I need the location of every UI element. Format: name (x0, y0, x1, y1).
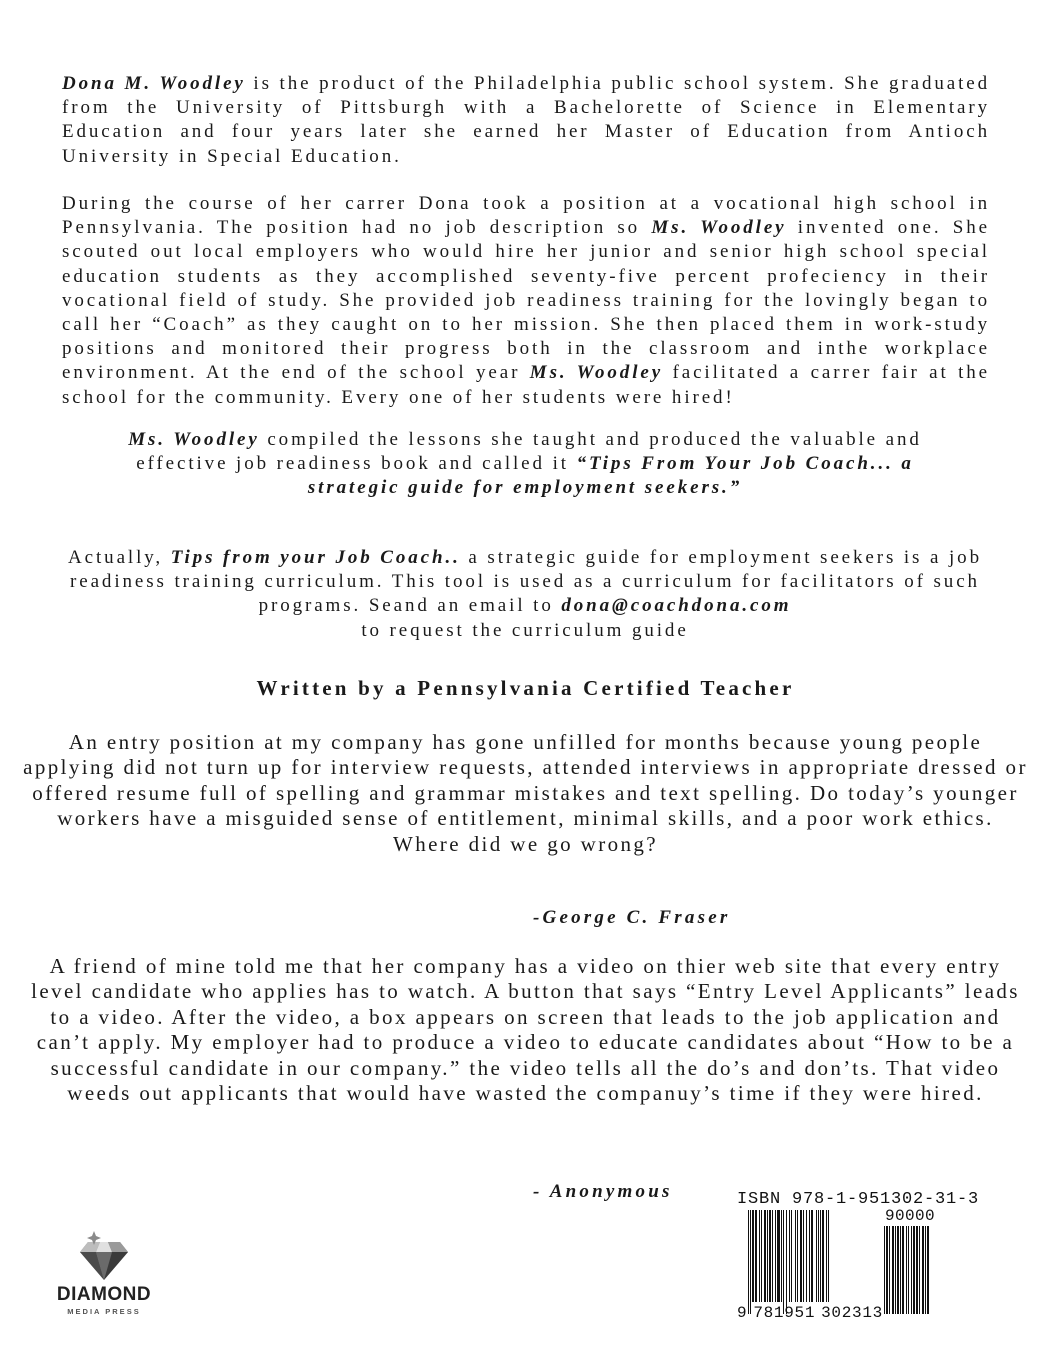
bio-text: to request the curriculum guide (361, 619, 689, 641)
isbn-label: ISBN 978-1-951302-31-3 (737, 1190, 980, 1209)
author-name: Dona M. Woodley (62, 73, 246, 94)
barcode-bar (922, 1226, 924, 1314)
barcode-bar (761, 1210, 762, 1302)
bio-text: Actually, (68, 547, 171, 568)
barcode-bar (919, 1226, 920, 1314)
ean-right-digits: 302313 (821, 1304, 883, 1322)
barcode-bar (906, 1226, 907, 1314)
ean-left-digits: 781951 (753, 1304, 816, 1322)
section-heading: Written by a Pennsylvania Certified Teacher (256, 676, 795, 700)
bio-paragraph-3 (90, 428, 960, 501)
quote-attribution-2: - Anonymous (533, 1181, 673, 1202)
barcode-bar (755, 1210, 757, 1302)
publisher-logo (44, 1228, 164, 1318)
barcode-bar (900, 1226, 901, 1314)
bio-text: is the product of the Philadelphia public school system. She graduated from the University of Pittsburgh with a Bachelorette of Science in Elementary Education and four years later she earned her Master of Education from Antioch University in Special Education. (62, 73, 991, 167)
author-name: Ms. Woodley (651, 217, 787, 239)
barcode-bar (820, 1210, 821, 1302)
barcode-bar (769, 1210, 771, 1302)
barcode-bar (759, 1210, 760, 1302)
barcode-bar (791, 1210, 792, 1302)
barcode-bar (916, 1226, 918, 1314)
barcode-bar (897, 1226, 899, 1314)
barcode-bar (775, 1210, 776, 1302)
diamond-icon (44, 1228, 164, 1284)
bio-text: invented one. She scouted out local employers who would hire her junior and senior high school special education students as they accomplished seventy-five percent profeciency in their vocational field of study. She provided job readiness training for the lovingly began to call her “Coach” as they caught on to her mission. She then placed them in work-study positions and monitored their progress both in the classroom and inthe workplace environment. At the end of the school year (62, 217, 990, 384)
barcode-bar (811, 1210, 813, 1302)
barcode-bar (927, 1226, 929, 1314)
bio-paragraph-1 (62, 72, 990, 169)
bio-text: a strategic guide for employment seekers is a job readiness training curriculum. This tool is used as a curriculum for facilitators of such programs. Seand an email to (70, 547, 982, 617)
barcode-bar (818, 1210, 819, 1302)
barcode-bar (767, 1210, 768, 1302)
bio-paragraph-4 (40, 546, 1010, 643)
barcode-bar (800, 1210, 802, 1302)
barcode-bar (795, 1210, 796, 1302)
barcode-bar (913, 1226, 915, 1314)
barcode-bar (783, 1210, 784, 1314)
bio-paragraph-2 (62, 192, 990, 410)
barcode-main (748, 1210, 866, 1314)
book-title: “Tips From Your Job Coach... a strategic guide for employment seekers.” (307, 453, 914, 499)
publisher-subtitle: MEDIA PRESS (67, 1307, 141, 1316)
ean-number (737, 1304, 883, 1322)
barcode-bar (786, 1210, 787, 1314)
email-link[interactable]: dona@coachdona.com (561, 595, 792, 617)
barcode-bar (772, 1210, 773, 1302)
ean-first-digit: 9 (737, 1304, 748, 1322)
bio-text: During the course of her carrer Dona took a position at a vocational high school in Pennsylvania. The position had no job description so (62, 193, 990, 239)
barcode-bar (816, 1210, 817, 1302)
barcode-bar (826, 1210, 827, 1302)
author-name: Ms. Woodley (128, 429, 260, 450)
barcode-bar (777, 1210, 780, 1302)
barcode-bar (889, 1226, 890, 1314)
barcode-bar (828, 1210, 829, 1302)
barcode-bar (908, 1226, 909, 1314)
testimonial-quote-1: An entry position at my company has gone unfilled for months because young people applying did not turn up for interview requests, attended interviews in appropriate dressed or offered resume full of spelling and grammar mistakes and text spelling. Do today’s younger workers have a misguided sense of entitlement, minimal skills, and a poor work ethics. Where did we go wrong? (23, 730, 1028, 856)
barcode-bar (902, 1226, 904, 1314)
barcode-bar (797, 1210, 798, 1302)
barcode-bar (809, 1210, 810, 1302)
barcode-bar (822, 1210, 824, 1302)
publisher-name: DIAMOND (56, 1284, 152, 1305)
barcode-bar (764, 1210, 766, 1302)
book-title: Tips from your Job Coach.. (170, 547, 461, 568)
barcode-bar (806, 1210, 807, 1302)
barcode-bar (892, 1226, 894, 1314)
barcode-bar (895, 1226, 896, 1314)
quote-attribution-1: -George C. Fraser (533, 907, 731, 928)
barcode-bar (911, 1226, 912, 1314)
barcode-bar (750, 1210, 751, 1314)
barcode-bar (884, 1226, 885, 1314)
author-name: Ms. Woodley (529, 362, 664, 384)
barcode-bar (752, 1210, 754, 1302)
barcode-bar (803, 1210, 804, 1302)
bio-text: compiled the lessons she taught and produced the valuable and effective job readiness book and called it (136, 429, 922, 475)
barcode-bar (886, 1226, 888, 1314)
barcode-addon (884, 1226, 944, 1314)
barcode-bar (789, 1210, 790, 1302)
barcode-bar (781, 1210, 782, 1302)
bio-text: facilitated a carrer fair at the school for the community. Every one of her students were hired! (62, 362, 990, 408)
barcode-bar (925, 1226, 926, 1314)
barcode-addon-number: 90000 (885, 1207, 936, 1225)
barcode-bar (748, 1210, 749, 1314)
testimonial-quote-2: A friend of mine told me that her company has a video on thier web site that every entry level candidate who applies has to watch. A button that says “Entry Level Applicants” leads to a video. After the video, a box appears on screen that leads to the job application and can’t apply. My employer had to produce a video to educate candidates about “How to be a successful candidate in our company.” the video tells all the do’s and don’ts. That video weeds out applicants that would have wasted the companuy’s time if they were hired. (31, 954, 1020, 1106)
